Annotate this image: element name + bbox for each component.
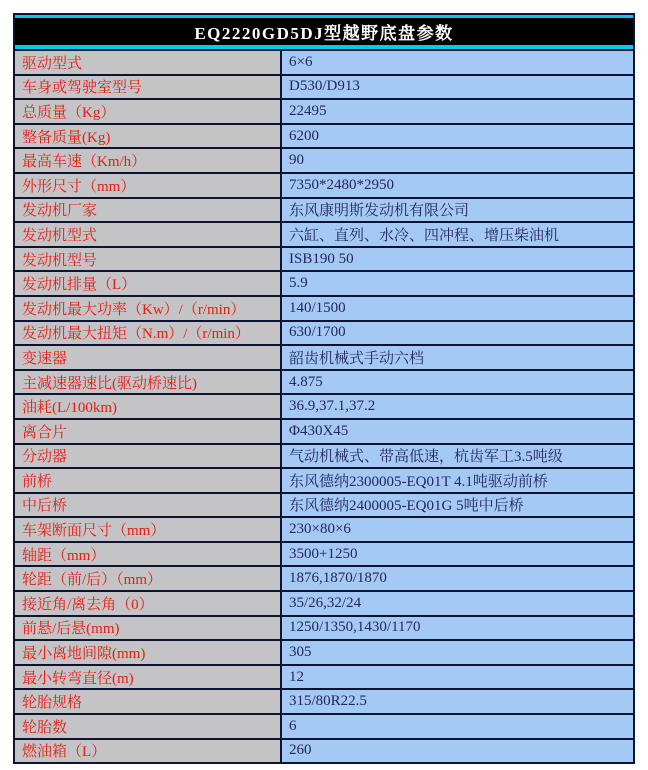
spec-value-cell: ISB190 50 <box>282 248 633 271</box>
spec-value-cell: 6200 <box>282 125 633 148</box>
spec-label-cell: 燃油箱（L） <box>15 740 282 763</box>
spec-label-cell: 前悬/后悬(mm) <box>15 617 282 640</box>
spec-value-cell: 90 <box>282 149 633 172</box>
table-row <box>15 393 633 418</box>
spec-value-cell: 630/1700 <box>282 322 633 345</box>
spec-value-cell: 22495 <box>282 100 633 123</box>
spec-value-cell: D530/D913 <box>282 76 633 99</box>
table-row <box>15 295 633 320</box>
spec-label-cell: 主减速器速比(驱动桥速比) <box>15 371 282 394</box>
table-title-row <box>15 15 633 49</box>
table-row <box>15 713 633 738</box>
spec-value-cell: 140/1500 <box>282 297 633 320</box>
table-row <box>15 98 633 123</box>
table-row <box>15 738 633 763</box>
spec-label-cell: 发动机最大功率（Kw）/（r/min） <box>15 297 282 320</box>
table-row <box>15 443 633 468</box>
table-row <box>15 320 633 345</box>
spec-label-cell: 发动机最大扭矩（N.m）/（r/min） <box>15 322 282 345</box>
table-row <box>15 639 633 664</box>
spec-label-cell: 发动机型号 <box>15 248 282 271</box>
table-row <box>15 221 633 246</box>
chassis-spec-table <box>13 13 635 764</box>
spec-value-cell: 韶齿机械式手动六档 <box>282 346 633 369</box>
spec-label-cell: 最高车速（Km/h） <box>15 149 282 172</box>
table-row <box>15 197 633 222</box>
table-row <box>15 123 633 148</box>
spec-label-cell: 中后桥 <box>15 494 282 517</box>
table-row <box>15 590 633 615</box>
spec-label-cell: 轴距（mm） <box>15 543 282 566</box>
spec-label-cell: 总质量（Kg） <box>15 100 282 123</box>
spec-label-cell: 接近角/离去角（0） <box>15 592 282 615</box>
spec-label-cell: 发动机型式 <box>15 223 282 246</box>
spec-value-cell: 35/26,32/24 <box>282 592 633 615</box>
spec-label-cell: 轮胎规格 <box>15 690 282 713</box>
spec-label-cell: 驱动型式 <box>15 51 282 74</box>
spec-value-cell: 315/80R22.5 <box>282 690 633 713</box>
spec-label-cell: 车身或驾驶室型号 <box>15 76 282 99</box>
spec-label-cell: 轮胎数 <box>15 715 282 738</box>
spec-value-cell: 36.9,37.1,37.2 <box>282 395 633 418</box>
table-row <box>15 74 633 99</box>
spec-label-cell: 发动机厂家 <box>15 199 282 222</box>
table-row <box>15 541 633 566</box>
spec-value-cell: 东风德纳2300005-EQ01T 4.1吨驱动前桥 <box>282 469 633 492</box>
spec-value-cell: 12 <box>282 666 633 689</box>
spec-value-cell: 6 <box>282 715 633 738</box>
spec-label-cell: 离合片 <box>15 420 282 443</box>
table-row <box>15 664 633 689</box>
spec-label-cell: 外形尺寸（mm） <box>15 174 282 197</box>
spec-value-cell: 6×6 <box>282 51 633 74</box>
table-row <box>15 516 633 541</box>
table-title: EQ2220GD5DJ型越野底盘参数 <box>15 18 633 45</box>
spec-value-cell: 1876,1870/1870 <box>282 567 633 590</box>
table-row <box>15 147 633 172</box>
spec-value-cell: 260 <box>282 740 633 763</box>
spec-label-cell: 发动机排量（L） <box>15 272 282 295</box>
spec-label-cell: 车架断面尺寸（mm） <box>15 518 282 541</box>
spec-value-cell: 4.875 <box>282 371 633 394</box>
spec-value-cell: 305 <box>282 641 633 664</box>
table-row <box>15 172 633 197</box>
spec-value-cell: 7350*2480*2950 <box>282 174 633 197</box>
spec-value-cell: Φ430X45 <box>282 420 633 443</box>
spec-label-cell: 油耗(L/100km) <box>15 395 282 418</box>
table-row <box>15 615 633 640</box>
spec-value-cell: 东风德纳2400005-EQ01G 5吨中后桥 <box>282 494 633 517</box>
table-row <box>15 49 633 74</box>
table-row <box>15 246 633 271</box>
table-row <box>15 492 633 517</box>
spec-value-cell: 1250/1350,1430/1170 <box>282 617 633 640</box>
spec-label-cell: 最小离地间隙(mm) <box>15 641 282 664</box>
spec-label-cell: 分动器 <box>15 445 282 468</box>
table-row <box>15 688 633 713</box>
spec-value-cell: 六缸、直列、水冷、四冲程、增压柴油机 <box>282 223 633 246</box>
spec-value-cell: 230×80×6 <box>282 518 633 541</box>
table-row <box>15 344 633 369</box>
table-row <box>15 418 633 443</box>
table-row <box>15 369 633 394</box>
spec-label-cell: 前桥 <box>15 469 282 492</box>
spec-label-cell: 变速器 <box>15 346 282 369</box>
spec-label-cell: 轮距（前/后）（mm） <box>15 567 282 590</box>
spec-label-cell: 整备质量(Kg) <box>15 125 282 148</box>
spec-value-cell: 东风康明斯发动机有限公司 <box>282 199 633 222</box>
spec-value-cell: 3500+1250 <box>282 543 633 566</box>
spec-value-cell: 5.9 <box>282 272 633 295</box>
spec-label-cell: 最小转弯直径(m) <box>15 666 282 689</box>
table-row <box>15 467 633 492</box>
table-row <box>15 565 633 590</box>
spec-value-cell: 气动机械式、带高低速，杭齿军工3.5吨级 <box>282 445 633 468</box>
table-row <box>15 270 633 295</box>
